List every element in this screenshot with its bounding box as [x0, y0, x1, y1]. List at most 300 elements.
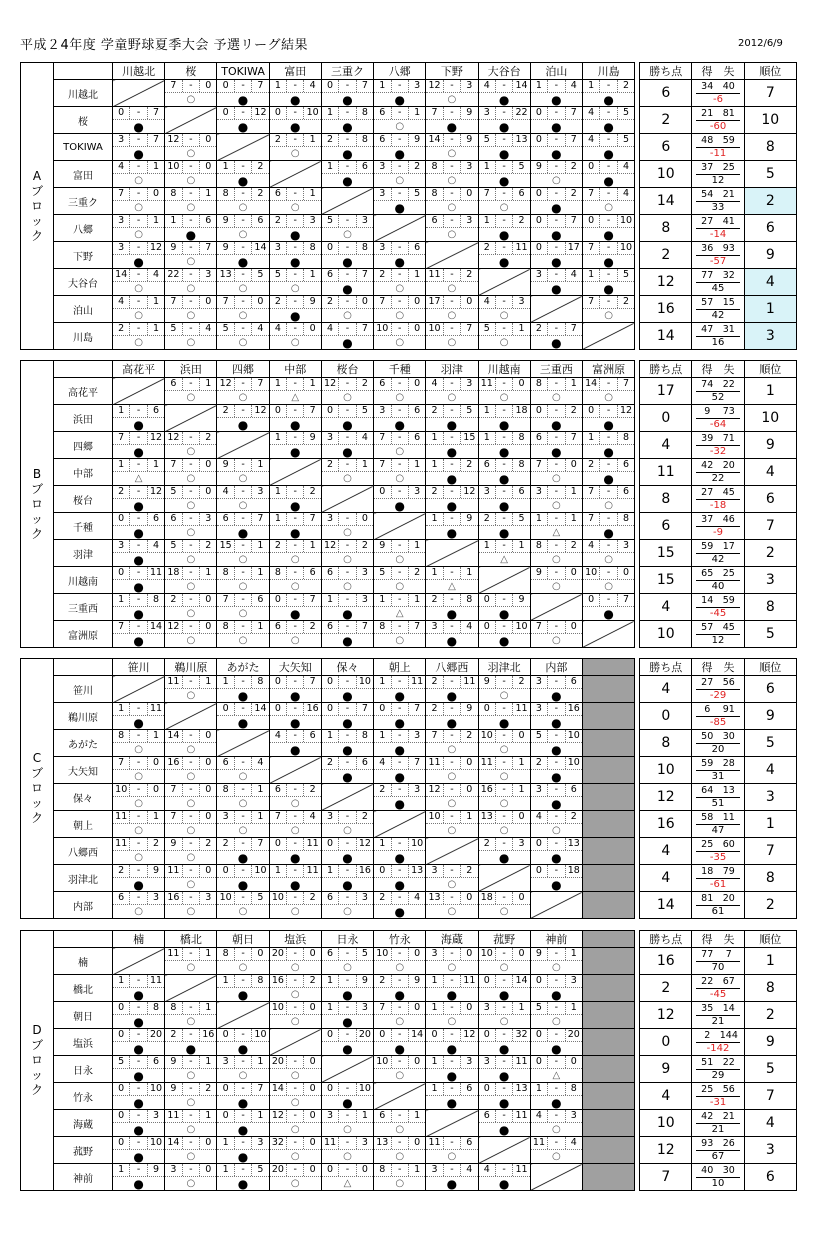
- goals-for: 77: [701, 270, 714, 281]
- points: 9: [640, 1056, 692, 1083]
- match-cell: [165, 811, 217, 838]
- score-b: 7: [152, 107, 160, 118]
- goals-for-against: [696, 1111, 739, 1124]
- match-result: ●: [531, 715, 582, 730]
- match-cell: [269, 215, 321, 242]
- score-b: 11: [306, 865, 319, 876]
- match-cell: [374, 1164, 426, 1191]
- score-b: 3: [361, 594, 368, 605]
- score-dash: -: [496, 323, 513, 335]
- score-a: 1: [426, 459, 443, 471]
- match-cell: [426, 975, 478, 1002]
- match-score: [531, 1137, 582, 1149]
- match-cell: [374, 296, 426, 323]
- team-name: 大谷台: [54, 269, 113, 296]
- match-cell: [374, 323, 426, 350]
- match-score: [270, 1002, 321, 1014]
- score-a: 9: [165, 242, 182, 254]
- score-dash: -: [444, 676, 461, 688]
- match-score: [113, 811, 164, 823]
- match-score: [165, 757, 216, 769]
- score-a: 0: [113, 1083, 130, 1095]
- score-a: 0: [322, 1029, 339, 1041]
- match-result: ○: [479, 796, 530, 811]
- rank: 6: [744, 215, 796, 242]
- match-result: ●: [113, 498, 164, 513]
- match-cell: [530, 188, 582, 215]
- score-dash: -: [235, 1029, 252, 1041]
- match-cell: [269, 676, 321, 703]
- score-a: 1: [374, 676, 391, 688]
- score-a: 5: [374, 567, 391, 579]
- match-score: [426, 621, 477, 633]
- score-b: 1: [361, 459, 368, 470]
- match-result: ●: [374, 200, 425, 215]
- empty-cell: [582, 703, 634, 730]
- score-dash: -: [600, 378, 617, 390]
- match-cell: [269, 107, 321, 134]
- score-a: 2: [531, 323, 548, 335]
- match-result: ○: [479, 308, 530, 323]
- match-result: ○: [426, 1014, 477, 1029]
- match-result: ○: [165, 200, 216, 215]
- match-cell: [321, 865, 373, 892]
- goals-cell: [692, 948, 744, 975]
- goals-for-against: [696, 595, 739, 608]
- score-dash: -: [339, 323, 356, 335]
- score-dash: -: [444, 757, 461, 769]
- gf-header: 得: [701, 933, 713, 946]
- match-cell: [478, 378, 530, 405]
- score-b: 10: [149, 1083, 163, 1094]
- match-score: [165, 730, 216, 742]
- team-row: [21, 188, 797, 215]
- match-result: ○: [583, 308, 634, 323]
- score-a: 12: [426, 80, 443, 92]
- score-b: 0: [257, 948, 264, 959]
- score-b: 7: [257, 838, 264, 849]
- goals-against: 67: [722, 976, 735, 987]
- team-row: [21, 838, 797, 865]
- match-score: [113, 215, 164, 227]
- team-name: 鵜川原: [54, 703, 113, 730]
- score-a: 0: [113, 1110, 130, 1122]
- match-result: ●: [270, 606, 321, 621]
- match-cell: [165, 459, 217, 486]
- score-b: 6: [152, 405, 160, 416]
- match-cell: [165, 513, 217, 540]
- match-score: [113, 1137, 164, 1149]
- score-b: 3: [414, 784, 421, 795]
- match-result: ●: [113, 715, 164, 730]
- match-cell: [478, 80, 530, 107]
- rank: 2: [744, 1002, 796, 1029]
- score-dash: -: [600, 459, 617, 471]
- match-cell: [269, 1164, 321, 1191]
- score-a: 10: [426, 323, 443, 335]
- score-a: 7: [374, 296, 391, 308]
- score-a: 3: [165, 1164, 182, 1176]
- score-dash: -: [235, 838, 252, 850]
- score-dash: -: [287, 948, 304, 960]
- score-b: 9: [152, 865, 160, 876]
- score-b: 2: [205, 540, 212, 551]
- match-result: △: [531, 525, 582, 540]
- match-cell: [426, 1164, 478, 1191]
- team-row: [21, 811, 797, 838]
- match-score: [165, 378, 216, 390]
- match-score: [113, 161, 164, 173]
- match-score: [217, 567, 268, 579]
- match-cell: [165, 323, 217, 350]
- team-name: 八郷: [54, 215, 113, 242]
- match-result: ●: [426, 688, 477, 703]
- match-cell: [165, 540, 217, 567]
- score-b: 5: [622, 269, 629, 280]
- score-a: 9: [165, 1083, 182, 1095]
- match-score: [374, 296, 425, 308]
- match-result: ○: [217, 552, 268, 567]
- match-cell: [582, 188, 634, 215]
- score-b: 2: [622, 80, 629, 91]
- goals-for: 47: [701, 324, 714, 335]
- score-dash: -: [496, 975, 513, 987]
- score-a: 1: [270, 486, 287, 498]
- score-a: 12: [165, 432, 182, 444]
- league-table: [20, 930, 797, 1191]
- team-name: 下野: [54, 242, 113, 269]
- self-cell: [165, 405, 217, 432]
- match-cell: [478, 676, 530, 703]
- match-score: [165, 540, 216, 552]
- goals-against: 31: [722, 324, 735, 335]
- match-result: ●: [479, 498, 530, 513]
- match-cell: [374, 540, 426, 567]
- self-cell: [321, 188, 373, 215]
- match-score: [479, 323, 530, 335]
- score-dash: -: [339, 948, 356, 960]
- goals-cell: [692, 269, 744, 296]
- match-score: [270, 1056, 321, 1068]
- score-dash: -: [444, 865, 461, 877]
- match-result: ●: [270, 444, 321, 459]
- goals-cell: [692, 107, 744, 134]
- score-dash: -: [496, 621, 513, 633]
- match-cell: [113, 1110, 165, 1137]
- score-b: 2: [257, 161, 264, 172]
- match-result: ○: [426, 308, 477, 323]
- score-a: 1: [217, 975, 234, 987]
- goals-against: 30: [722, 731, 735, 742]
- team-name: 千種: [54, 513, 113, 540]
- score-b: 3: [466, 1056, 473, 1067]
- match-cell: [478, 296, 530, 323]
- score-a: 2: [113, 865, 130, 877]
- match-result: ○: [426, 742, 477, 757]
- score-b: 18: [515, 405, 528, 416]
- match-score: [583, 513, 634, 525]
- score-b: 4: [361, 432, 368, 443]
- score-dash: -: [548, 621, 565, 633]
- team-header: 三重ク: [321, 63, 373, 80]
- score-b: 4: [257, 323, 264, 334]
- match-cell: [426, 892, 478, 919]
- empty-cell: [582, 784, 634, 811]
- score-a: 3: [479, 486, 496, 498]
- goals-for: 42: [701, 460, 714, 471]
- score-dash: -: [287, 1164, 304, 1176]
- score-a: 2: [322, 296, 339, 308]
- self-cell: [165, 107, 217, 134]
- score-dash: -: [548, 1083, 565, 1095]
- score-b: 1: [152, 161, 160, 172]
- goals-for-against: [696, 433, 739, 446]
- match-score: [113, 784, 164, 796]
- score-b: 0: [466, 784, 473, 795]
- match-score: [217, 757, 268, 769]
- goals-for: 59: [701, 758, 714, 769]
- score-dash: -: [444, 594, 461, 606]
- goals-against: 14: [722, 1003, 735, 1014]
- match-cell: [426, 621, 478, 648]
- score-a: 0: [531, 107, 548, 119]
- goals-for: 27: [701, 487, 714, 498]
- team-header: 川越南: [478, 361, 530, 378]
- self-cell: [530, 296, 582, 323]
- match-cell: [478, 459, 530, 486]
- score-a: 8: [374, 621, 391, 633]
- match-cell: [582, 80, 634, 107]
- match-score: [531, 134, 582, 146]
- match-cell: [321, 838, 373, 865]
- score-a: 0: [531, 188, 548, 200]
- score-dash: -: [444, 567, 461, 579]
- score-dash: -: [130, 513, 147, 525]
- match-result: ○: [322, 579, 373, 594]
- match-score: [113, 323, 164, 335]
- score-a: 10: [270, 892, 287, 904]
- match-result: ●: [426, 606, 477, 621]
- team-name: 川島: [54, 323, 113, 350]
- score-b: 0: [205, 594, 212, 605]
- score-b: 9: [309, 296, 316, 307]
- match-result: ●: [531, 119, 582, 134]
- score-a: 3: [479, 107, 496, 119]
- match-score: [165, 594, 216, 606]
- score-a: 6: [165, 513, 182, 525]
- score-b: 2: [518, 676, 525, 687]
- match-cell: [217, 892, 269, 919]
- score-a: 1: [270, 80, 287, 92]
- score-b: 2: [361, 540, 368, 551]
- score-dash: -: [235, 892, 252, 904]
- score-dash: -: [287, 378, 304, 390]
- score-a: 2: [113, 486, 130, 498]
- match-cell: [269, 1110, 321, 1137]
- match-score: [270, 107, 321, 119]
- team-header: 菰野: [478, 931, 530, 948]
- points: 12: [640, 1002, 692, 1029]
- score-a: 10: [374, 1056, 391, 1068]
- score-dash: -: [392, 432, 409, 444]
- rank: 5: [744, 730, 796, 757]
- score-dash: -: [548, 1110, 565, 1122]
- match-result: ●: [270, 688, 321, 703]
- team-name: 川越北: [54, 80, 113, 107]
- match-result: ○: [426, 769, 477, 784]
- match-cell: [321, 107, 373, 134]
- match-score: [322, 1002, 373, 1014]
- empty-cell: [582, 1002, 634, 1029]
- match-cell: [113, 296, 165, 323]
- score-dash: -: [600, 567, 617, 579]
- match-cell: [530, 838, 582, 865]
- score-dash: -: [496, 1002, 513, 1014]
- match-score: [374, 107, 425, 119]
- points: 15: [640, 540, 692, 567]
- match-cell: [426, 323, 478, 350]
- match-result: ●: [426, 987, 477, 1002]
- score-a: 4: [479, 80, 496, 92]
- score-dash: -: [130, 486, 147, 498]
- score-a: 7: [270, 811, 287, 823]
- match-result: ●: [322, 877, 373, 892]
- score-a: 7: [426, 107, 443, 119]
- score-b: 12: [463, 1029, 476, 1040]
- score-b: 6: [152, 1056, 160, 1067]
- goal-difference: 20: [711, 744, 725, 755]
- match-score: [426, 80, 477, 92]
- team-header: 中部: [269, 361, 321, 378]
- score-b: 8: [622, 432, 629, 443]
- score-dash: -: [287, 513, 304, 525]
- score-a: 17: [426, 296, 443, 308]
- ga-header: 失: [723, 933, 735, 946]
- match-result: ○: [165, 904, 216, 919]
- match-cell: [374, 405, 426, 432]
- match-score: [531, 107, 582, 119]
- score-b: 0: [309, 1083, 316, 1094]
- team-header: 鵜川原: [165, 659, 217, 676]
- rank: 2: [744, 540, 796, 567]
- score-dash: -: [339, 1002, 356, 1014]
- match-result: ●: [374, 796, 425, 811]
- score-b: 3: [205, 513, 212, 524]
- match-result: ○: [479, 200, 530, 215]
- goals-cell: [692, 1029, 744, 1056]
- score-dash: -: [235, 948, 252, 960]
- score-dash: -: [287, 242, 304, 254]
- score-dash: -: [287, 269, 304, 281]
- match-result: ●: [426, 1041, 477, 1056]
- score-a: 20: [270, 1164, 287, 1176]
- match-score: [322, 296, 373, 308]
- score-b: 2: [361, 811, 368, 822]
- match-cell: [374, 1029, 426, 1056]
- match-cell: [426, 161, 478, 188]
- match-score: [531, 1056, 582, 1068]
- team-header: 塩浜: [269, 931, 321, 948]
- self-cell: [217, 730, 269, 757]
- match-result: ○: [217, 335, 268, 350]
- match-result: ○: [165, 335, 216, 350]
- match-cell: [478, 513, 530, 540]
- team-header: 竹永: [374, 931, 426, 948]
- match-cell: [113, 513, 165, 540]
- match-result: ●: [374, 92, 425, 107]
- match-result: ●: [113, 1041, 164, 1056]
- score-dash: -: [235, 865, 252, 877]
- match-cell: [478, 242, 530, 269]
- score-a: 3: [479, 1056, 496, 1068]
- score-b: 8: [518, 432, 525, 443]
- match-result: ●: [322, 688, 373, 703]
- team-row: [21, 540, 797, 567]
- match-cell: [530, 1029, 582, 1056]
- match-result: ●: [583, 471, 634, 486]
- goals-for-against: [696, 976, 739, 989]
- goal-difference: 70: [711, 962, 725, 973]
- match-cell: [478, 1110, 530, 1137]
- score-dash: -: [235, 1164, 252, 1176]
- match-score: [479, 1029, 530, 1041]
- score-dash: -: [444, 811, 461, 823]
- corner-cell: [54, 931, 113, 948]
- match-score: [217, 215, 268, 227]
- match-result: ●: [217, 877, 268, 892]
- score-a: 0: [479, 594, 496, 606]
- match-cell: [165, 1056, 217, 1083]
- match-result: ○: [374, 308, 425, 323]
- score-a: 0: [322, 1164, 339, 1176]
- score-a: 0: [374, 486, 391, 498]
- score-dash: -: [392, 865, 409, 877]
- score-b: 4: [257, 757, 264, 768]
- score-dash: -: [130, 134, 147, 146]
- match-score: [270, 730, 321, 742]
- team-row: [21, 1137, 797, 1164]
- score-b: 7: [152, 134, 160, 145]
- score-dash: -: [339, 242, 356, 254]
- match-result: ●: [322, 715, 373, 730]
- score-dash: -: [287, 1056, 304, 1068]
- score-a: 1: [479, 405, 496, 417]
- match-score: [374, 703, 425, 715]
- score-dash: -: [235, 242, 252, 254]
- score-b: 6: [257, 594, 264, 605]
- match-cell: [426, 948, 478, 975]
- score-b: 5: [414, 188, 421, 199]
- score-b: 12: [254, 107, 267, 118]
- goals-cell: [692, 1002, 744, 1029]
- team-name: 富洲原: [54, 621, 113, 648]
- score-dash: -: [339, 757, 356, 769]
- match-score: [322, 567, 373, 579]
- match-score: [583, 80, 634, 92]
- score-b: 0: [414, 378, 421, 389]
- goal-difference: -6: [713, 94, 723, 105]
- score-dash: -: [130, 459, 147, 471]
- score-dash: -: [235, 594, 252, 606]
- score-dash: -: [496, 242, 513, 254]
- ga-header: 失: [723, 661, 735, 674]
- score-a: 3: [374, 188, 391, 200]
- page-title: 平成２4年度 学童野球夏季大会 予選リーグ結果: [20, 38, 309, 53]
- goals-against: 22: [722, 1057, 735, 1068]
- goal-difference: -57: [709, 256, 727, 267]
- score-a: 10: [583, 567, 600, 579]
- match-cell: [217, 1137, 269, 1164]
